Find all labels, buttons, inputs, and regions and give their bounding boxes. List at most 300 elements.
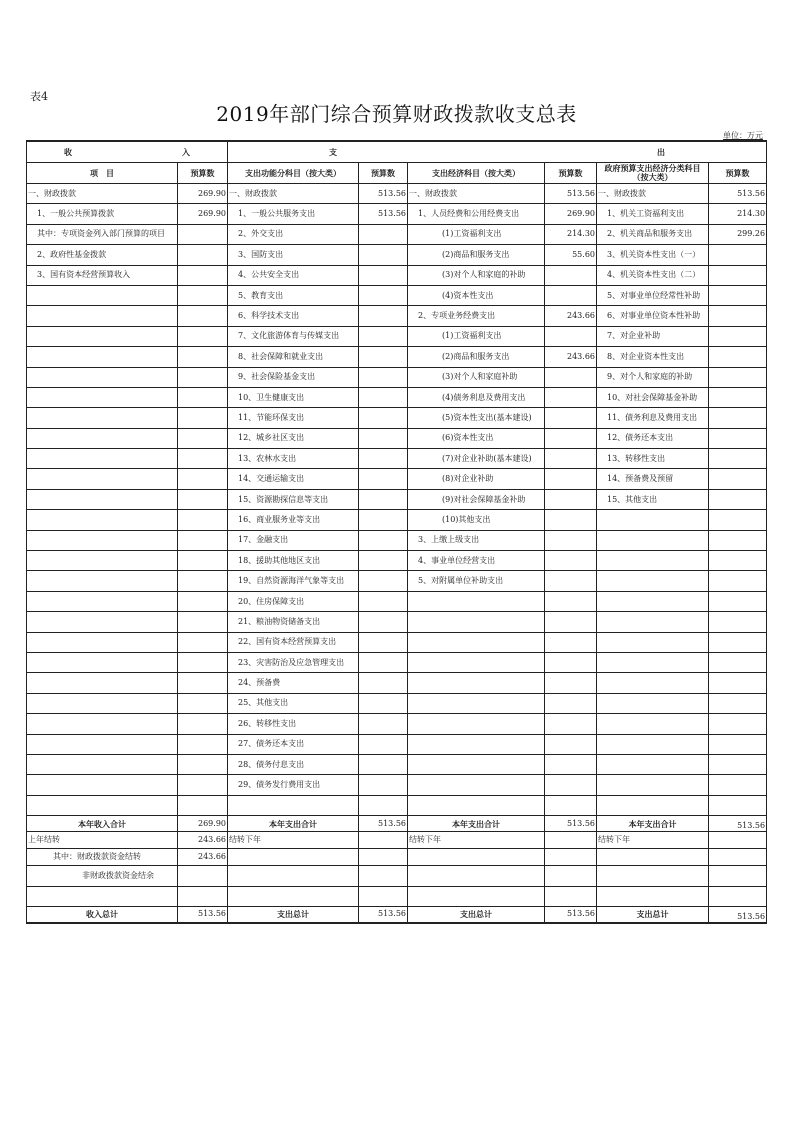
income-budget — [178, 714, 228, 734]
economic-item — [408, 775, 545, 795]
expense-group-header — [228, 141, 767, 163]
function-budget — [359, 285, 408, 305]
income-budget — [178, 469, 228, 489]
income-budget — [178, 347, 228, 367]
table-row — [27, 734, 767, 754]
gov-economic-item: 1、机关工资福利支出 — [597, 204, 709, 224]
function-item: 21、粮油物资储备支出 — [228, 612, 359, 632]
economic-budget — [545, 775, 597, 795]
function-budget — [359, 754, 408, 774]
function-item: 11、节能环保支出 — [228, 408, 359, 428]
table-row — [27, 714, 767, 734]
gov-economic-budget — [709, 591, 767, 611]
gov-economic-item — [597, 775, 709, 795]
table-row — [27, 693, 767, 713]
income-budget: 269.90 — [178, 184, 228, 204]
table-row — [27, 530, 767, 550]
economic-budget: 214.30 — [545, 224, 597, 244]
income-budget — [178, 571, 228, 591]
empty-cell — [178, 866, 228, 886]
empty-cell — [597, 866, 709, 886]
income-budget — [178, 510, 228, 530]
year-income-label: 本年收入合计 — [27, 816, 178, 832]
function-budget — [359, 449, 408, 469]
empty-cell — [228, 886, 359, 906]
function-item: 7、文化旅游体育与传媒支出 — [228, 326, 359, 346]
table-row — [27, 489, 767, 509]
income-budget — [178, 734, 228, 754]
table-row — [27, 571, 767, 591]
gov-economic-budget — [709, 285, 767, 305]
gov-economic-budget — [709, 326, 767, 346]
gov-economic-budget — [709, 387, 767, 407]
year-expense-gov-value: 513.56 — [709, 816, 767, 832]
income-item — [27, 387, 178, 407]
function-item: 12、城乡社区支出 — [228, 428, 359, 448]
income-budget — [178, 754, 228, 774]
carry-out-label-func: 结转下年 — [228, 832, 359, 849]
table-row — [27, 754, 767, 774]
function-budget: 513.56 — [359, 184, 408, 204]
income-budget — [178, 795, 228, 815]
function-item: 1、一般公共服务支出 — [228, 204, 359, 224]
function-budget — [359, 408, 408, 428]
function-item: 10、卫生健康支出 — [228, 387, 359, 407]
economic-budget — [545, 734, 597, 754]
income-item — [27, 612, 178, 632]
economic-item: (5)资本性支出(基本建设) — [408, 408, 545, 428]
empty-cell — [178, 886, 228, 906]
table-row — [27, 285, 767, 305]
function-budget — [359, 489, 408, 509]
gov-economic-budget — [709, 754, 767, 774]
function-budget — [359, 673, 408, 693]
economic-item — [408, 612, 545, 632]
income-budget — [178, 367, 228, 387]
year-expense-econ-value: 513.56 — [545, 816, 597, 832]
carry-in-value: 243.66 — [178, 832, 228, 849]
economic-item: (10)其他支出 — [408, 510, 545, 530]
gov-economic-budget — [709, 367, 767, 387]
table-row — [27, 428, 767, 448]
gov-economic-budget — [709, 612, 767, 632]
gov-economic-item — [597, 693, 709, 713]
carry-out-econ-value — [545, 832, 597, 849]
function-item: 一、财政拨款 — [228, 184, 359, 204]
gov-economic-budget — [709, 632, 767, 652]
table-row — [27, 551, 767, 571]
income-budget — [178, 673, 228, 693]
economic-item: (1)工资福利支出 — [408, 326, 545, 346]
empty-cell — [408, 886, 545, 906]
economic-budget — [545, 551, 597, 571]
income-budget — [178, 652, 228, 672]
gov-economic-budget — [709, 673, 767, 693]
economic-item: (4)资本性支出 — [408, 285, 545, 305]
gov-economic-budget — [709, 408, 767, 428]
gov-economic-item — [597, 632, 709, 652]
income-item — [27, 775, 178, 795]
economic-item: 5、对附属单位补助支出 — [408, 571, 545, 591]
empty-cell — [597, 849, 709, 866]
empty-cell — [597, 886, 709, 906]
economic-budget — [545, 530, 597, 550]
function-budget — [359, 510, 408, 530]
income-item — [27, 673, 178, 693]
function-item: 5、教育支出 — [228, 285, 359, 305]
economic-item — [408, 673, 545, 693]
economic-item: (2)商品和服务支出 — [408, 245, 545, 265]
income-budget — [178, 306, 228, 326]
function-item: 8、社会保障和就业支出 — [228, 347, 359, 367]
economic-item — [408, 734, 545, 754]
gov-economic-budget — [709, 469, 767, 489]
gov-economic-item — [597, 612, 709, 632]
empty-cell — [709, 866, 767, 886]
income-budget — [178, 693, 228, 713]
expense-header-char2: 出 — [657, 147, 666, 157]
income-budget — [178, 326, 228, 346]
non-fiscal-row — [27, 866, 767, 886]
income-item: 2、政府性基金拨款 — [27, 245, 178, 265]
gov-economic-budget: 299.26 — [709, 224, 767, 244]
function-budget — [359, 612, 408, 632]
table-row — [27, 265, 767, 285]
gov-economic-item: 5、对事业单位经常性补助 — [597, 285, 709, 305]
economic-budget — [545, 428, 597, 448]
function-budget — [359, 775, 408, 795]
function-budget — [359, 265, 408, 285]
carry-row — [27, 832, 767, 849]
economic-budget: 513.56 — [545, 184, 597, 204]
function-budget — [359, 245, 408, 265]
function-item: 17、金融支出 — [228, 530, 359, 550]
income-budget — [178, 775, 228, 795]
table-row — [27, 387, 767, 407]
table-row — [27, 673, 767, 693]
total-income-label: 收入总计 — [27, 906, 178, 923]
year-expense-func-value: 513.56 — [359, 816, 408, 832]
expense-header-char1: 支 — [329, 147, 338, 157]
total-expense-label-gov: 支出总计 — [597, 906, 709, 923]
income-item: 一、财政拨款 — [27, 184, 178, 204]
carry-fiscal-value: 243.66 — [178, 849, 228, 866]
empty-cell — [408, 866, 545, 886]
table-row — [27, 224, 767, 244]
income-budget — [178, 632, 228, 652]
function-item — [228, 795, 359, 815]
function-item: 6、科学技术支出 — [228, 306, 359, 326]
carry-out-gov-value — [709, 832, 767, 849]
gov-economic-item: 13、转移性支出 — [597, 449, 709, 469]
function-budget — [359, 571, 408, 591]
economic-budget: 55.60 — [545, 245, 597, 265]
col-header-budget-economic: 预算数 — [545, 163, 597, 184]
gov-economic-item — [597, 734, 709, 754]
empty-cell — [408, 849, 545, 866]
income-group-header — [27, 141, 228, 163]
function-budget — [359, 347, 408, 367]
economic-budget — [545, 510, 597, 530]
carry-out-label-gov: 结转下年 — [597, 832, 709, 849]
gov-economic-item — [597, 571, 709, 591]
empty-cell — [545, 886, 597, 906]
col-header-budget-gov: 预算数 — [709, 163, 767, 184]
table-row — [27, 591, 767, 611]
income-item: 其中：专项资金列入部门预算的项目 — [27, 224, 178, 244]
economic-budget: 269.90 — [545, 204, 597, 224]
total-expense-gov-value: 513.56 — [709, 906, 767, 923]
empty-cell — [359, 886, 408, 906]
income-item — [27, 530, 178, 550]
function-item: 19、自然资源海洋气象等支出 — [228, 571, 359, 591]
function-budget — [359, 551, 408, 571]
economic-item: (4)债务利息及费用支出 — [408, 387, 545, 407]
function-item: 4、公共安全支出 — [228, 265, 359, 285]
income-item: 3、国有资本经营预算收入 — [27, 265, 178, 285]
function-item: 22、国有资本经营预算支出 — [228, 632, 359, 652]
income-item — [27, 693, 178, 713]
total-income-value: 513.56 — [178, 906, 228, 923]
function-budget — [359, 693, 408, 713]
economic-item: (3)对个人和家庭补助 — [408, 367, 545, 387]
table-row — [27, 326, 767, 346]
col-header-budget-income: 预算数 — [178, 163, 228, 184]
economic-item — [408, 714, 545, 734]
gov-economic-budget — [709, 530, 767, 550]
function-item: 20、住房保障支出 — [228, 591, 359, 611]
income-budget — [178, 408, 228, 428]
table-row — [27, 245, 767, 265]
unit-label: 单位：万元 — [723, 131, 763, 140]
col-header-budget-function: 预算数 — [359, 163, 408, 184]
economic-budget — [545, 285, 597, 305]
function-budget — [359, 387, 408, 407]
function-item: 14、交通运输支出 — [228, 469, 359, 489]
table-row — [27, 347, 767, 367]
table-row — [27, 469, 767, 489]
economic-budget — [545, 591, 597, 611]
income-item — [27, 754, 178, 774]
economic-budget — [545, 714, 597, 734]
function-budget — [359, 469, 408, 489]
economic-item: (7)对企业补助(基本建设) — [408, 449, 545, 469]
blank-row — [27, 886, 767, 906]
carry-fiscal-label: 其中：财政拨款资金结转 — [27, 849, 178, 866]
economic-item: 1、人员经费和公用经费支出 — [408, 204, 545, 224]
economic-item: (1)工资福利支出 — [408, 224, 545, 244]
economic-item — [408, 591, 545, 611]
economic-budget — [545, 367, 597, 387]
gov-economic-item — [597, 714, 709, 734]
gov-economic-item: 4、机关资本性支出（二） — [597, 265, 709, 285]
economic-budget — [545, 632, 597, 652]
gov-economic-item — [597, 795, 709, 815]
economic-item: 2、专项业务经费支出 — [408, 306, 545, 326]
table-row — [27, 408, 767, 428]
income-budget: 269.90 — [178, 204, 228, 224]
col-header-function: 支出功能分科目（按大类） — [228, 163, 359, 184]
year-expense-label-func: 本年支出合计 — [228, 816, 359, 832]
gov-economic-item: 一、财政拨款 — [597, 184, 709, 204]
gov-economic-budget — [709, 571, 767, 591]
carry-out-label-econ: 结转下年 — [408, 832, 545, 849]
gov-economic-item — [597, 673, 709, 693]
total-expense-econ-value: 513.56 — [545, 906, 597, 923]
economic-item: (3)对个人和家庭的补助 — [408, 265, 545, 285]
function-item: 15、资源勘探信息等支出 — [228, 489, 359, 509]
income-budget — [178, 489, 228, 509]
empty-cell — [359, 866, 408, 886]
income-item — [27, 306, 178, 326]
table-row — [27, 306, 767, 326]
gov-economic-item: 2、机关商品和服务支出 — [597, 224, 709, 244]
total-expense-label-func: 支出总计 — [228, 906, 359, 923]
gov-economic-budget — [709, 652, 767, 672]
empty-cell — [228, 849, 359, 866]
empty-cell — [228, 866, 359, 886]
table-row — [27, 204, 767, 224]
gov-economic-item: 6、对事业单位资本性补助 — [597, 306, 709, 326]
economic-item: (9)对社会保障基金补助 — [408, 489, 545, 509]
economic-item — [408, 693, 545, 713]
gov-economic-budget — [709, 775, 767, 795]
economic-budget — [545, 612, 597, 632]
gov-economic-item: 10、对社会保障基金补助 — [597, 387, 709, 407]
carry-in-label: 上年结转 — [27, 832, 178, 849]
gov-economic-item: 11、债务利息及费用支出 — [597, 408, 709, 428]
income-item — [27, 489, 178, 509]
empty-cell — [709, 849, 767, 866]
gov-economic-budget — [709, 449, 767, 469]
economic-budget — [545, 652, 597, 672]
empty-cell — [709, 886, 767, 906]
gov-economic-item — [597, 530, 709, 550]
function-budget — [359, 734, 408, 754]
gov-economic-budget — [709, 428, 767, 448]
carry-fiscal-row — [27, 849, 767, 866]
carry-out-func-value — [359, 832, 408, 849]
economic-item: 一、财政拨款 — [408, 184, 545, 204]
function-budget: 513.56 — [359, 204, 408, 224]
gov-economic-item: 15、其他支出 — [597, 489, 709, 509]
non-fiscal-label: 非财政拨款资金结余 — [27, 866, 178, 886]
income-budget — [178, 612, 228, 632]
income-budget — [178, 245, 228, 265]
function-budget — [359, 306, 408, 326]
function-item: 18、援助其他地区支出 — [228, 551, 359, 571]
gov-economic-budget — [709, 245, 767, 265]
income-item — [27, 285, 178, 305]
economic-item — [408, 652, 545, 672]
income-item — [27, 428, 178, 448]
function-budget — [359, 428, 408, 448]
gov-economic-item: 9、对个人和家庭的补助 — [597, 367, 709, 387]
table-row — [27, 510, 767, 530]
income-item — [27, 795, 178, 815]
income-budget — [178, 387, 228, 407]
economic-budget — [545, 571, 597, 591]
year-total-row — [27, 816, 767, 832]
function-item: 25、其他支出 — [228, 693, 359, 713]
gov-economic-item — [597, 652, 709, 672]
gov-economic-item: 3、机关资本性支出（一） — [597, 245, 709, 265]
gov-economic-item — [597, 551, 709, 571]
function-item: 9、社会保险基金支出 — [228, 367, 359, 387]
function-item: 3、国防支出 — [228, 245, 359, 265]
income-item — [27, 632, 178, 652]
function-item: 28、债务付息支出 — [228, 754, 359, 774]
income-header-char2: 入 — [182, 147, 190, 157]
income-item — [27, 367, 178, 387]
income-item — [27, 449, 178, 469]
table-row — [27, 652, 767, 672]
function-item: 23、灾害防治及应急管理支出 — [228, 652, 359, 672]
col-header-economic: 支出经济科目（按大类） — [408, 163, 545, 184]
economic-budget — [545, 795, 597, 815]
gov-economic-item: 7、对企业补助 — [597, 326, 709, 346]
year-income-value: 269.90 — [178, 816, 228, 832]
economic-item: (6)资本性支出 — [408, 428, 545, 448]
income-item: 1、一般公共预算拨款 — [27, 204, 178, 224]
economic-budget — [545, 408, 597, 428]
income-budget — [178, 428, 228, 448]
table-row — [27, 367, 767, 387]
gov-economic-item — [597, 510, 709, 530]
gov-economic-budget — [709, 795, 767, 815]
function-budget — [359, 591, 408, 611]
function-item: 24、预备费 — [228, 673, 359, 693]
function-item: 16、商业服务业等支出 — [228, 510, 359, 530]
income-item — [27, 591, 178, 611]
income-item — [27, 652, 178, 672]
economic-item — [408, 795, 545, 815]
gov-economic-budget — [709, 510, 767, 530]
function-budget — [359, 632, 408, 652]
function-budget — [359, 367, 408, 387]
income-budget — [178, 449, 228, 469]
gov-economic-budget — [709, 693, 767, 713]
gov-economic-budget — [709, 551, 767, 571]
table-row — [27, 449, 767, 469]
income-item — [27, 469, 178, 489]
table-row — [27, 795, 767, 815]
year-expense-label-gov: 本年支出合计 — [597, 816, 709, 832]
economic-item: (2)商品和服务支出 — [408, 347, 545, 367]
gov-economic-item — [597, 591, 709, 611]
economic-budget — [545, 387, 597, 407]
budget-table — [26, 140, 767, 924]
gov-economic-item: 14、预备费及预留 — [597, 469, 709, 489]
empty-cell — [27, 886, 178, 906]
income-budget — [178, 265, 228, 285]
economic-item: 3、上缴上级支出 — [408, 530, 545, 550]
grand-total-row — [27, 906, 767, 923]
income-item — [27, 326, 178, 346]
income-budget — [178, 530, 228, 550]
gov-economic-item: 8、对企业资本性支出 — [597, 347, 709, 367]
economic-budget: 243.66 — [545, 347, 597, 367]
gov-economic-item — [597, 754, 709, 774]
income-item — [27, 734, 178, 754]
economic-item: 4、事业单位经营支出 — [408, 551, 545, 571]
empty-cell — [359, 849, 408, 866]
income-item — [27, 510, 178, 530]
economic-budget — [545, 469, 597, 489]
economic-budget — [545, 326, 597, 346]
header-row-group — [27, 141, 767, 163]
economic-budget — [545, 265, 597, 285]
